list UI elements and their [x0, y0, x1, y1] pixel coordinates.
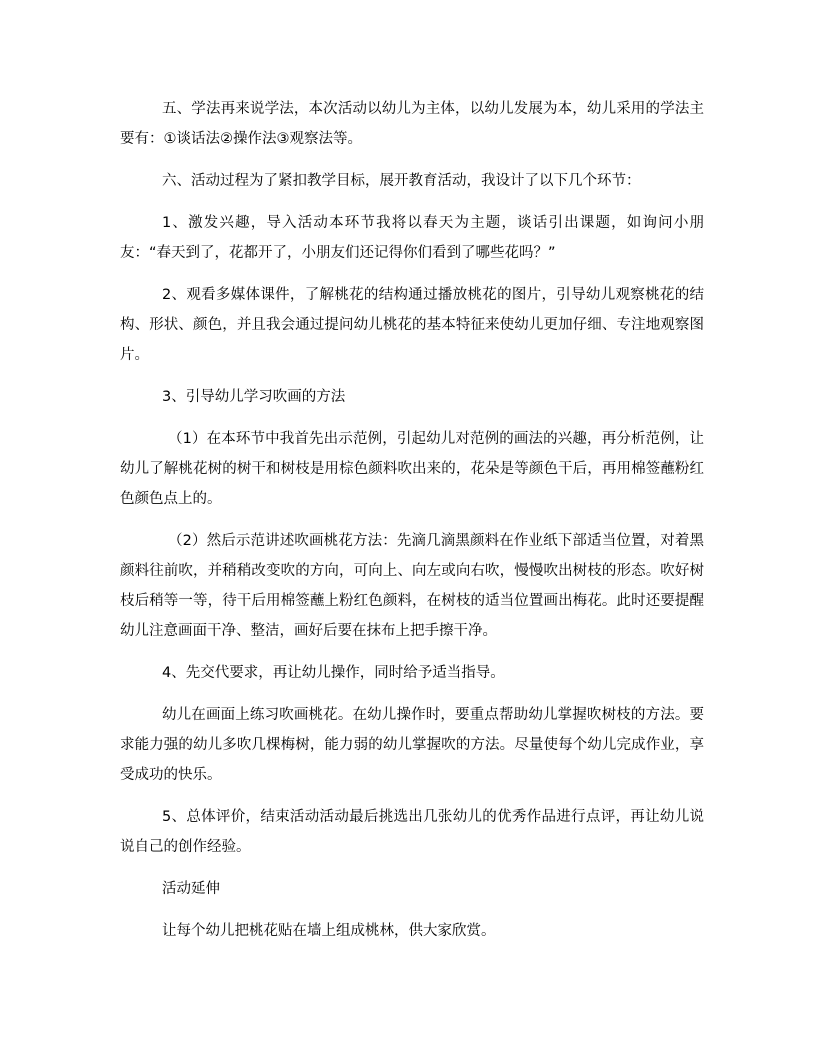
paragraph-step-1: 1、激发兴趣，导入活动本环节我将以春天为主题，谈话引出课题，如询问小朋友：“春天到了，花都开了，小朋友们还记得你们看到了哪些花吗？”	[120, 215, 704, 261]
paragraph-step-3: 3、引导幼儿学习吹画的方法	[162, 389, 346, 405]
paragraph-study-methods: 五、学法再来说学法，本次活动以幼儿为主体，以幼儿发展为本，幼儿采用的学法主要有：①谈话法②操作法③观察法等。	[120, 101, 704, 147]
paragraph-extension: 让每个幼儿把桃花贴在墙上组成桃林，供大家欣赏。	[162, 923, 496, 939]
paragraph-step-5: 5、总体评价，结束活动活动最后挑选出几张幼儿的优秀作品进行点评，再让幼儿说说自己的创作经验。	[120, 809, 704, 855]
section-heading-extension: 活动延伸	[162, 881, 220, 897]
paragraph-practice: 幼儿在画面上练习吹画桃花。在幼儿操作时，要重点帮助幼儿掌握吹树枝的方法。要求能力强的幼儿多吹几棵梅树，能力弱的幼儿掌握吹的方法。尽量使每个幼儿完成作业，享受成功的快乐。	[120, 707, 704, 783]
paragraph-step-3-sub-2: （2）然后示范讲述吹画桃花方法：先滴几滴黑颜料在作业纸下部适当位置，对着黑颜料往前吹，并稍稍改变吹的方向，可向上、向左或向右吹，慢慢吹出树枝的形态。吹好树枝后稍等一等，待干后用棉签蘸上粉红色颜料，在树枝的适当位置画出梅花。此时还要提醒幼儿注意画面干净、整洁，画好后要在抹布上把手擦干净。	[120, 533, 704, 639]
paragraph-step-2: 2、观看多媒体课件，了解桃花的结构通过播放桃花的图片，引导幼儿观察桃花的结构、形状、颜色，并且我会通过提问幼儿桃花的基本特征来使幼儿更加仔细、专注地观察图片。	[120, 287, 704, 363]
paragraph-step-4: 4、先交代要求，再让幼儿操作，同时给予适当指导。	[162, 665, 505, 681]
paragraph-activity-process: 六、活动过程为了紧扣教学目标，展开教育活动，我设计了以下几个环节：	[162, 173, 641, 189]
paragraph-step-3-sub-1: （1）在本环节中我首先出示范例，引起幼儿对范例的画法的兴趣，再分析范例，让幼儿了解桃花树的树干和树枝是用棕色颜料吹出来的，花朵是等颜色干后，再用棉签蘸粉红色颜色点上的。	[120, 431, 704, 507]
document-page	[120, 94, 704, 958]
